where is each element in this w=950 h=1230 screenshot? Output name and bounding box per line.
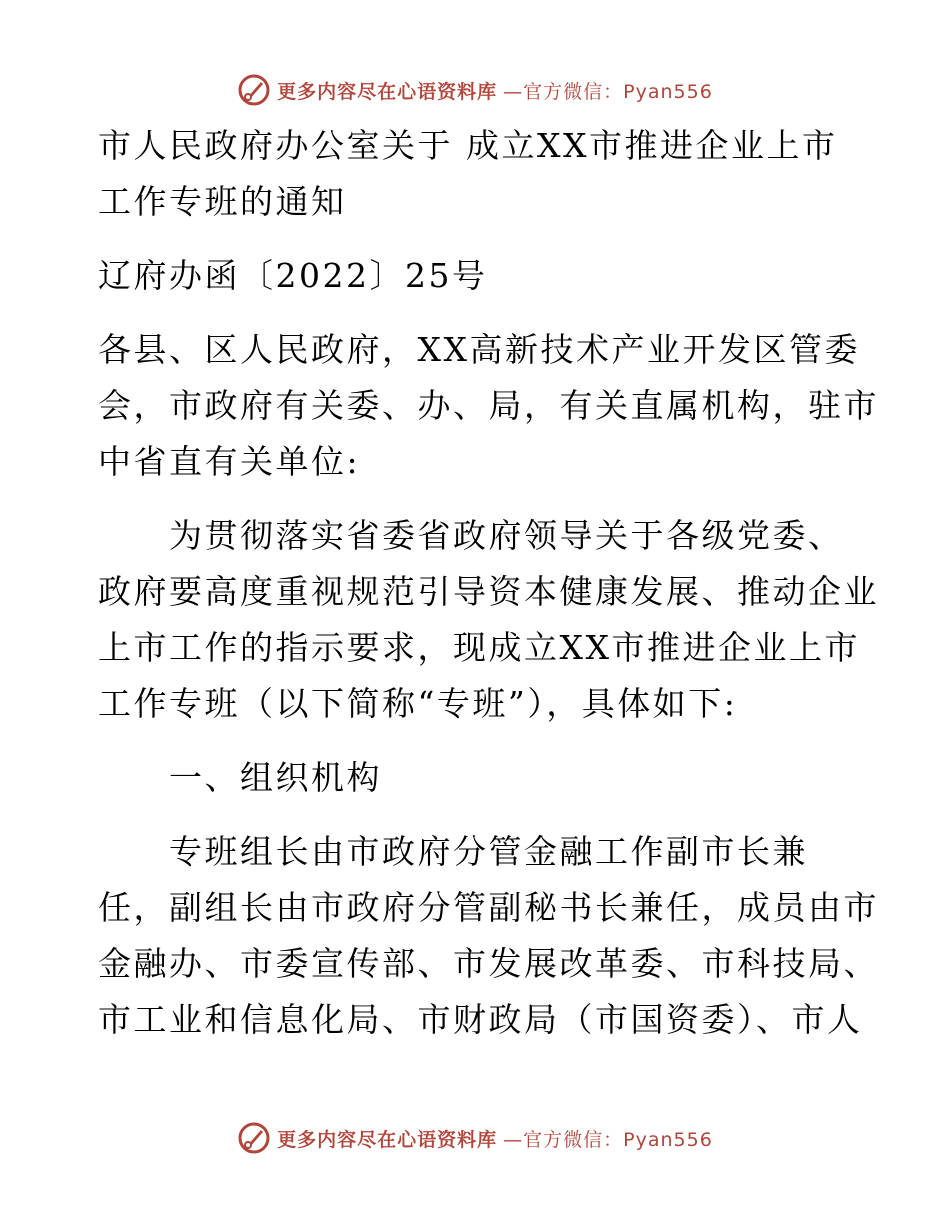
intro-line-2: 政府要高度重视规范引导资本健康发展、推动企业: [98, 572, 879, 611]
watermark-contact: —官方微信：Pyan556: [503, 80, 713, 103]
intro-line-4: 工作专班（以下简称“专班”），具体如下:: [98, 684, 738, 723]
section-heading: 一、组织机构: [98, 758, 382, 797]
feather-seal-icon: [237, 73, 271, 107]
intro-line-1: 为贯彻落实省委省政府领导关于各级党委、: [98, 516, 844, 555]
feather-seal-icon: [237, 1121, 271, 1155]
section-line-2: 任，副组长由市政府分管副秘书长兼任，成员由市: [98, 888, 879, 927]
document-body: [98, 118, 879, 1048]
watermark-brand: 更多内容尽在心语资料库: [277, 1128, 498, 1151]
intro-line-3: 上市工作的指示要求，现成立XX市推进企业上市: [98, 628, 860, 667]
recipients-line-2: 会，市政府有关委、办、局，有关直属机构，驻市: [98, 386, 879, 425]
watermark-brand: 更多内容尽在心语资料库: [277, 80, 498, 103]
recipients-line-3: 中省直有关单位:: [98, 442, 361, 481]
title-line-1: 市人民政府办公室关于 成立XX市推进企业上市: [98, 126, 838, 165]
section-line-1: 专班组长由市政府分管金融工作副市长兼: [98, 832, 808, 871]
watermark-banner-bottom: [0, 1118, 950, 1158]
doc-number: 辽府办函〔2022〕25号: [98, 256, 488, 295]
recipients-line-1: 各县、区人民政府，XX高新技术产业开发区管委: [98, 330, 860, 369]
title-line-2: 工作专班的通知: [98, 182, 347, 221]
section-line-3: 金融办、市委宣传部、市发展改革委、市科技局、: [98, 944, 879, 983]
section-line-4: 市工业和信息化局、市财政局（市国资委）、市人: [98, 1000, 863, 1039]
watermark-banner-top: [0, 70, 950, 110]
watermark-contact: —官方微信：Pyan556: [503, 1128, 713, 1151]
